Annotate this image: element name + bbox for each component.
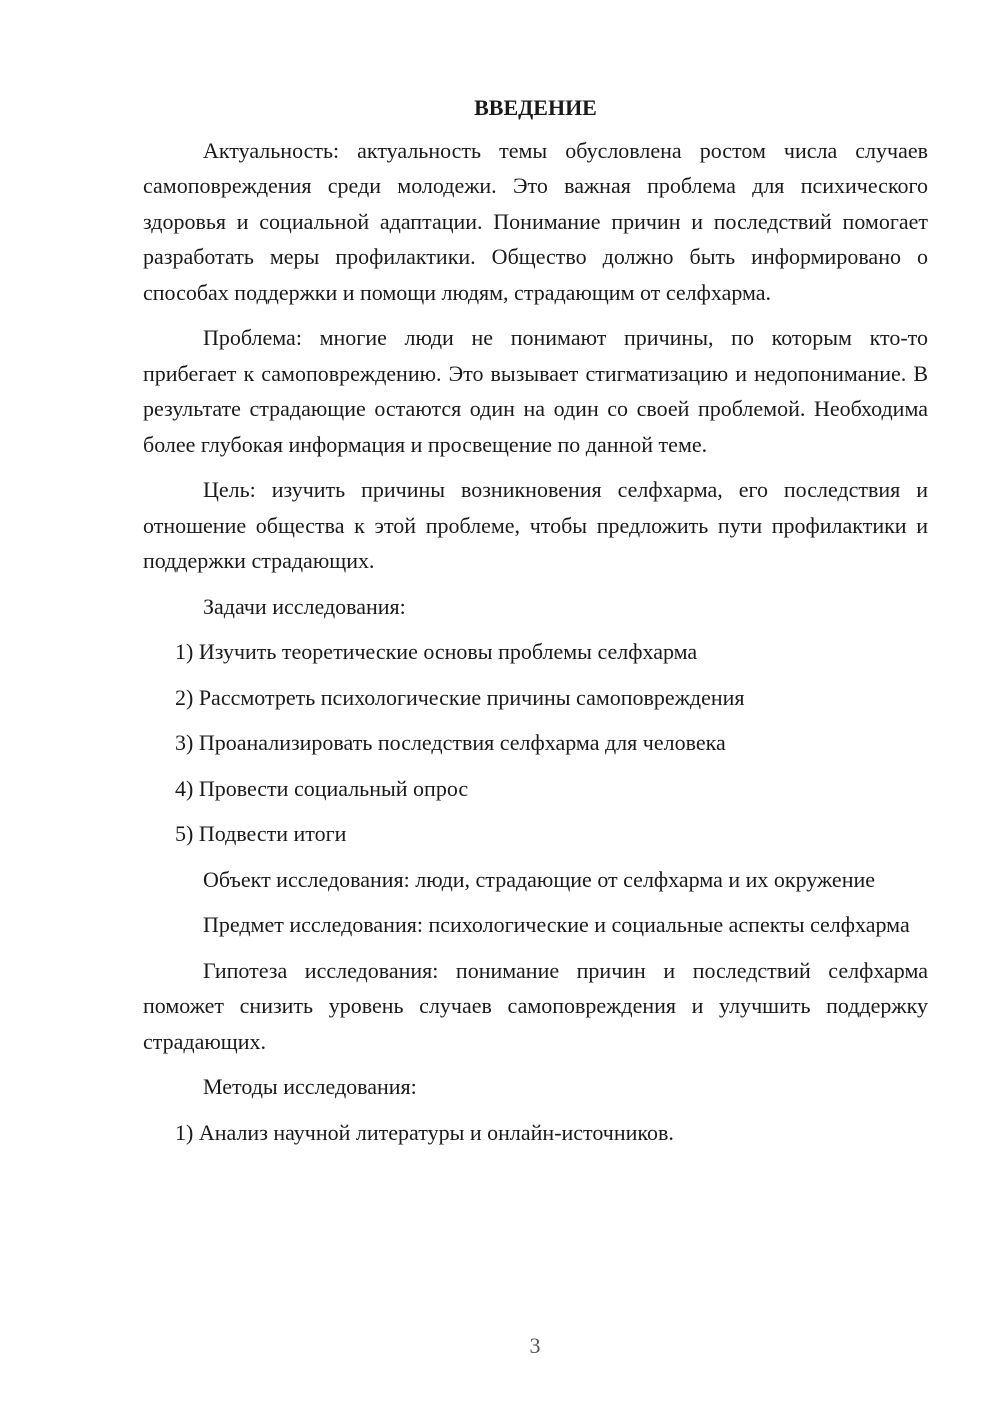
task-item-4: 4) Провести социальный опрос xyxy=(175,775,469,801)
paragraph-subject: Предмет исследования: психологические и социальные аспекты селфхарма xyxy=(203,912,910,937)
task-item-2: 2) Рассмотреть психологические причины самоповреждения xyxy=(175,684,745,710)
paragraph-problem: Проблема: многие люди не понимают причины, по которым кто-то прибегает к самоповреждению. Это вызывает стигматизацию и недопонимание. В результате страдающие остаются один на один со своей проблемой. Необходима более глубокая информация и просвещение по данной теме. xyxy=(143,325,928,457)
paragraph-hypothesis: Гипотеза исследования: понимание причин и последствий селфхарма поможет снизить уровень случаев самоповреждения и улучшить поддержку страдающих. xyxy=(143,957,928,1054)
task-item-1: 1) Изучить теоретические основы проблемы селфхарма xyxy=(175,639,698,664)
paragraph-object: Объект исследования: люди, страдающие от селфхарма и их окружение xyxy=(203,866,875,892)
section-title: ВВЕДЕНИЕ xyxy=(474,95,597,120)
tasks-heading: Задачи исследования: xyxy=(203,593,406,619)
task-item-3: 3) Проанализировать последствия селфхарма для человека xyxy=(175,730,726,755)
task-item-5: 5) Подвести итоги xyxy=(175,821,347,846)
methods-heading: Методы исследования: xyxy=(203,1074,417,1099)
page-number: 3 xyxy=(529,1333,541,1358)
method-item-1: 1) Анализ научной литературы и онлайн-источников. xyxy=(175,1119,674,1145)
document-page xyxy=(143,90,928,1160)
paragraph-goal: Цель: изучить причины возникновения селфхарма, его последствия и отношение общества к этой проблеме, чтобы предложить пути профилактики и поддержки страдающих. xyxy=(143,477,928,573)
paragraph-relevance: Актуальность: актуальность темы обусловлена ростом числа случаев самоповреждения среди молодежи. Это важная проблема для психического здоровья и социальной адаптации. Понимание причин и последствий помогает разработать меры профилактики. Общество должно быть информировано о способах поддержки и помощи людям, страдающим от селфхарма. xyxy=(143,137,928,305)
